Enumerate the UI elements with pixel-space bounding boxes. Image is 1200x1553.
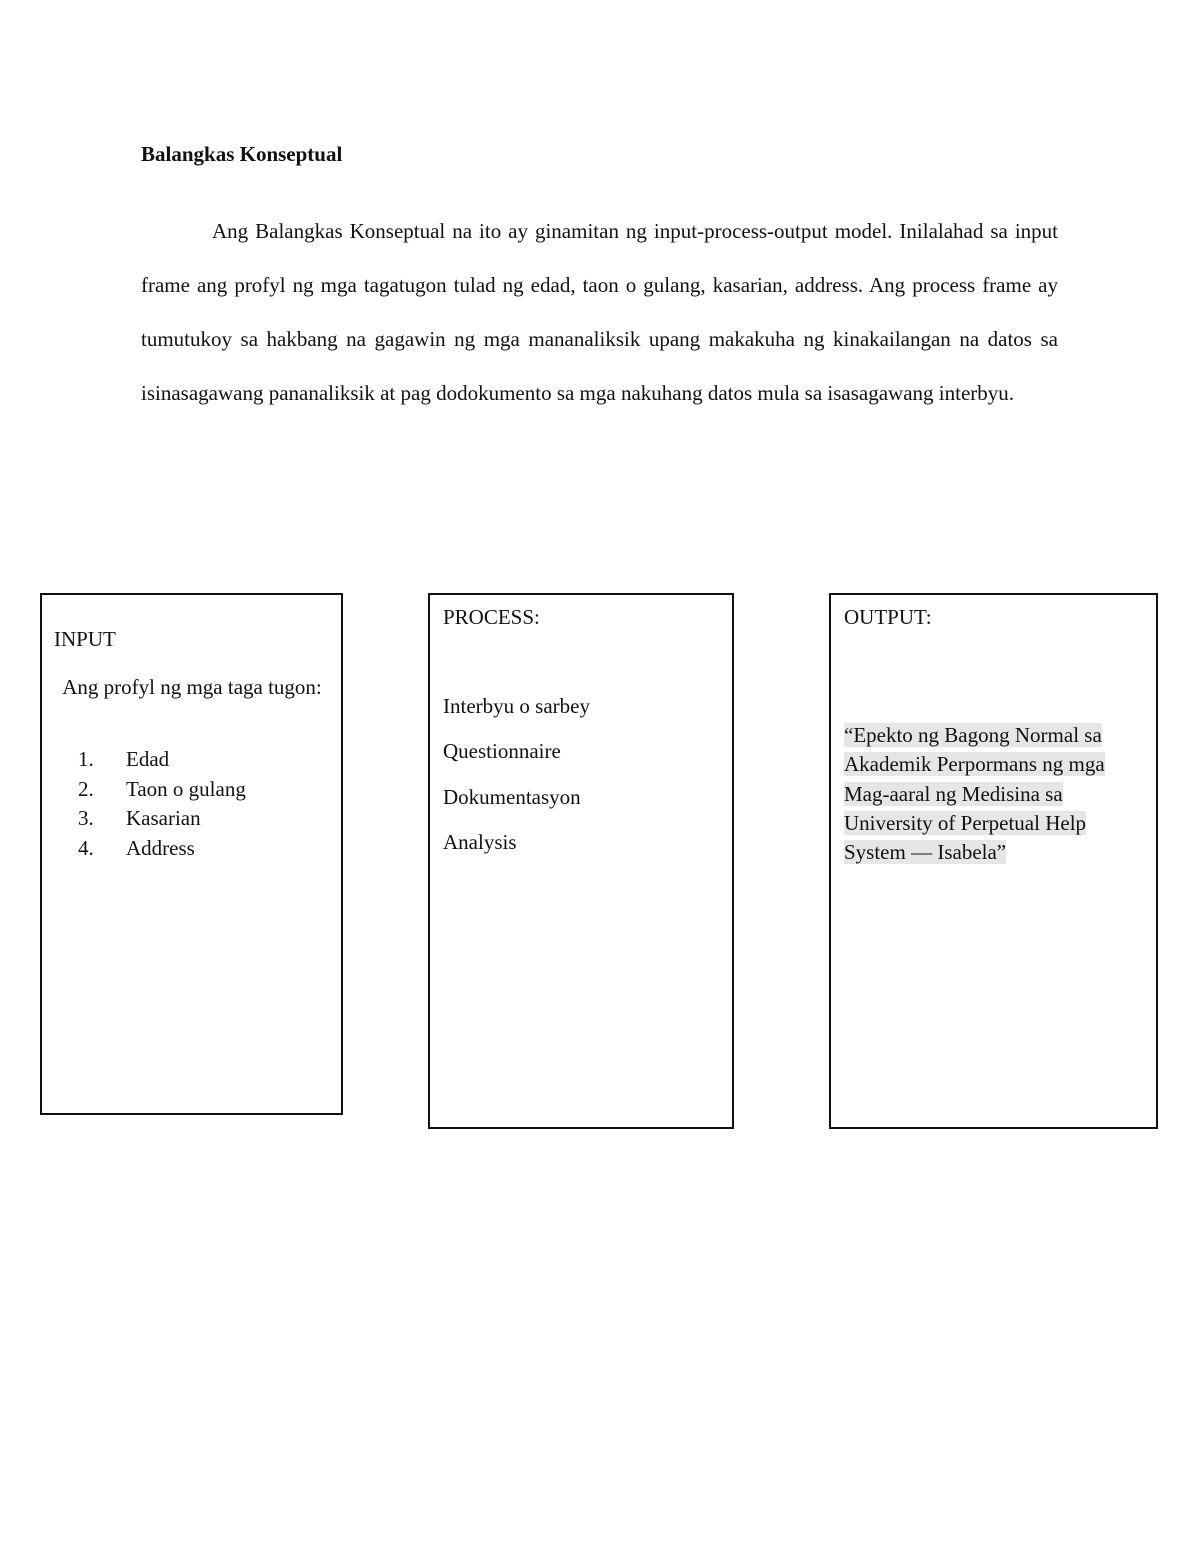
input-list xyxy=(78,745,246,863)
list-item-number: 1. xyxy=(78,747,94,771)
list-item-text: Address xyxy=(126,835,195,860)
list-item-number: 3. xyxy=(78,806,94,830)
input-frame-label: INPUT xyxy=(54,627,116,651)
input-frame-description: Ang profyl ng mga taga tugon: xyxy=(62,675,322,699)
process-frame-label: PROCESS: xyxy=(443,605,540,629)
list-item xyxy=(78,745,246,775)
list-item xyxy=(78,775,246,805)
list-item-number: 4. xyxy=(78,835,94,860)
list-item: Analysis xyxy=(443,829,517,854)
process-frame xyxy=(428,593,734,1129)
list-item-text: Edad xyxy=(126,747,170,771)
output-frame xyxy=(829,593,1158,1129)
page-heading: Balangkas Konseptual xyxy=(141,142,343,166)
list-item: Interbyu o sarbey xyxy=(443,694,590,718)
list-item xyxy=(78,804,246,834)
list-item-text: Kasarian xyxy=(126,806,201,830)
process-list xyxy=(443,692,590,873)
list-item xyxy=(78,834,246,864)
list-item: Dokumentasyon xyxy=(443,784,581,809)
list-item-number: 2. xyxy=(78,776,94,801)
output-frame-text xyxy=(844,721,1146,867)
input-frame xyxy=(40,593,343,1115)
list-item: Questionnaire xyxy=(443,739,561,764)
highlighted-title: “Epekto ng Bagong Normal sa Akademik Perpormans ng mga Mag-aaral ng Medisina sa University of Perpetual Help System — Isabela” xyxy=(844,723,1105,865)
output-frame-label: OUTPUT: xyxy=(844,605,932,629)
intro-paragraph: Ang Balangkas Konseptual na ito ay ginamitan ng input-process-output model. Inilalahad sa input frame ang profyl ng mga tagatugon tulad ng edad, taon o gulang, kasarian, address. Ang process frame ay tumutukoy sa hakbang na gagawin ng mga mananaliksik upang makakuha ng kinakailangan na datos sa isinasagawang pananaliksik at pag dodokumento sa mga nakuhang datos mula sa isasagawang interbyu. xyxy=(141,219,1058,405)
list-item-text: Taon o gulang xyxy=(126,776,246,801)
